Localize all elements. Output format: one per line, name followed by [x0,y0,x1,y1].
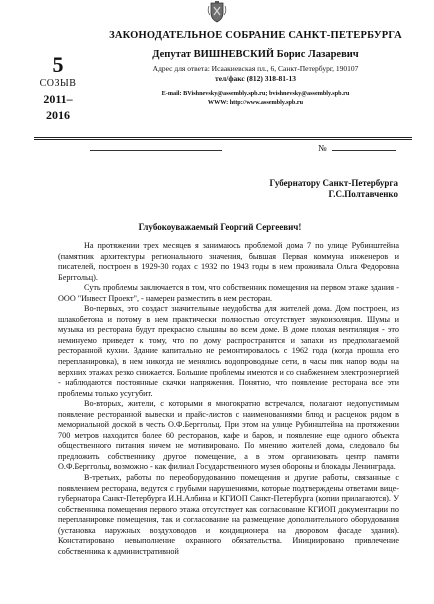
number-sign: № [318,143,327,153]
date-field-line [90,150,222,151]
paragraph: В-третьих, работы по переоборудованию помещения и другие работы, связанные с появлением ресторана, ведутся с грубыми нарушениями, которые подтверждены ответами вице-губернатора Санкт-Петербурга И.Н.Албина и КГИОП Санкт-Петербурга (копии прилагаются). У собственника помещения первого этажа отсутствует как согласование КГИОП документации по перепланировке помещения, так и согласование на размещение дополнительного оборудования (установка наружных воздуховодов и кондиционера на дворовом фасаде здания). Констатировано невыполнение охранного обязательства. Инициировано привлечение собственника к административной [58,473,399,556]
letter-body [58,241,399,557]
reply-address: Адрес для ответа: Исаакиевская пл., 6, Санкт-Петербург, 190107 [152,64,359,73]
convocation-word: СОЗЫВ [39,78,77,89]
paragraph: Во-первых, это создаст значительные неудобства для жителей дома. Дом построен, из шлакобетона и потому в нем практически полностью отсутствует звукоизоляция. Шумы и музыка из ресторана будут прекрасно слышны во всем доме. В доме плохая вентиляция - это неминуемо приведет к тому, что по дому распространятся и запахи из предполагаемой ресторанной кухни. Здание капитально не ремонтировалось с 1962 года (когда прошла его перепланировка), в нем никогда не менялись водопроводные сети, в часы пик напор воды на верхних этажах резко снижается. Большие проблемы имеются и со снабжением электроэнергией - наблюдаются постоянные скачки напряжения. Понятно, что появление ресторана все эти проблемы только усугубит. [58,304,399,398]
convocation-years-end: 2016 [46,108,70,122]
deputy-name: Депутат ВИШНЕВСКИЙ Борис Лазаревич [152,49,359,60]
organization-name: ЗАКОНОДАТЕЛЬНОЕ СОБРАНИЕ САНКТ-ПЕТЕРБУРГА [109,30,402,41]
website-line: WWW: http://www.assembly.spb.ru [207,99,304,106]
header-rule [34,137,412,138]
paragraph: На протяжении трех месяцев я занимаюсь проблемой дома 7 по улице Рубинштейна (памятник архитектуры регионального значения, бывшая Первая коммуна инженеров и писателей, построен в 1929-30 годах с 1932 по 1943 годы в нем проживала Ольга Федоровна Берггольц). [58,241,399,282]
addressee-title: Губернатору Санкт-Петербурга [269,178,398,188]
coat-of-arms-icon [207,1,227,23]
paragraph: Суть проблемы заключается в том, что собственник помещения на первом этаже здания - ООО "Инвест Проект", - намерен разместить в нем ресторан. [58,283,399,303]
header-rule-second [34,139,412,140]
salutation: Глубокоуважаемый Георгий Сергеевич! [138,222,302,232]
addressee-name: Г.С.Полтавченко [328,189,398,199]
number-field-line [332,150,396,151]
convocation-number: 5 [52,52,64,77]
addressee-block [200,178,398,200]
convocation-block [28,54,88,122]
email-line: E-mail: BVishnevsky@assembly.spb.ru; bvishnevsky@assembly.spb.ru [161,90,350,97]
convocation-years-start: 2011– [43,92,73,106]
letterhead [88,29,423,107]
phone-fax: тел/факс (812) 318-81-13 [215,74,296,83]
paragraph: Во-вторых, жители, с которыми я многократно встречался, полагают недопустимым появление ресторанной вывески и прайс-листов с наименованиями блюд и расценок рядом в мемориальной доской в честь О.Ф.Берггольц. При этом на улице Рубинштейна на протяжении 700 метров находится более 60 ресторанов, кафе и баров, и появление еще одного объекта общественного питания ничем не мотивировано. По мнению жителей дома, следовало бы предложить собственнику другое помещение, а в этом организовать центр памяти О.Ф.Берггольц, возможно - как филиал Государственного музея обороны и блокады Ленинграда. [58,399,399,472]
